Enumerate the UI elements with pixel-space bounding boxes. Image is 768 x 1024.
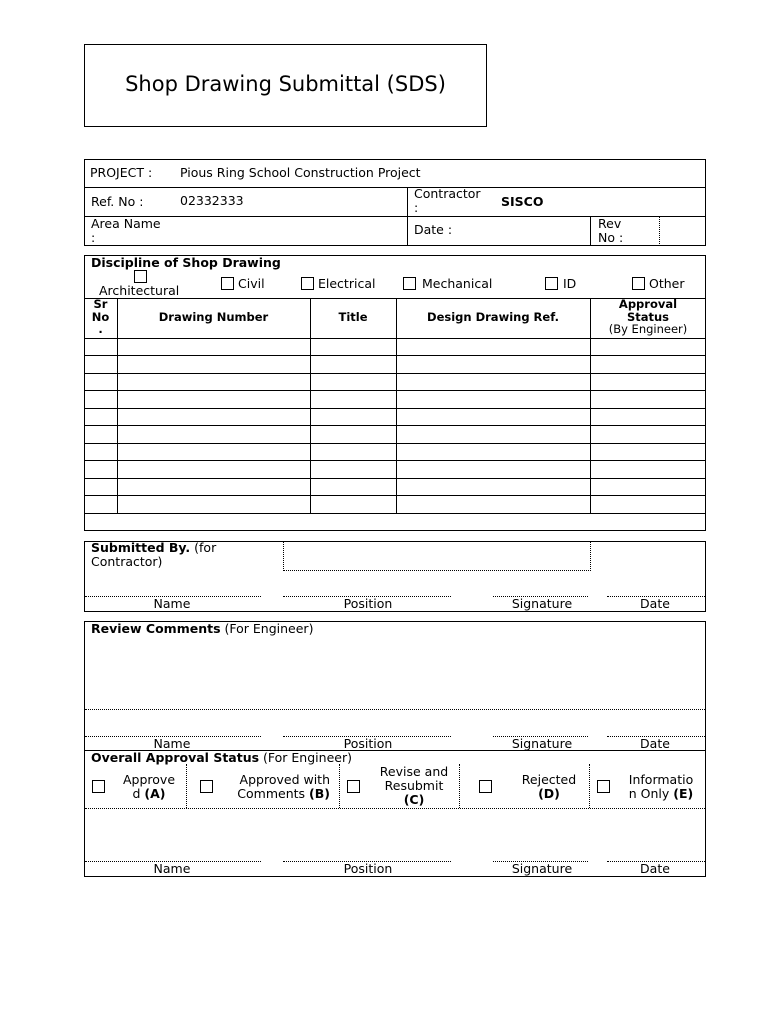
rev-label: Rev: [598, 216, 622, 231]
header-by-engineer: (By Engineer): [608, 322, 688, 336]
header-sr: Sr: [93, 297, 108, 311]
status-a-line2: d (A): [132, 786, 166, 801]
date-label: Date :: [414, 222, 453, 237]
submitted-label: Submitted By. (for: [91, 540, 217, 555]
checkbox-other[interactable]: [632, 277, 645, 290]
status-c-line1: Revise and: [379, 764, 449, 779]
status-b-line2: Comments (B): [237, 786, 330, 801]
status-a-line1: Approve: [122, 772, 176, 787]
status-d-line1: Rejected: [521, 772, 577, 787]
checkbox-architectural[interactable]: [134, 270, 147, 283]
header-status: Status: [626, 310, 670, 324]
area-label: Area Name: [91, 216, 161, 231]
contractor-label-colon: :: [414, 200, 419, 215]
checkbox-id[interactable]: [545, 277, 558, 290]
review-label: Review Comments (For Engineer): [91, 621, 314, 636]
checkbox-approved-with-comments[interactable]: [200, 780, 213, 793]
contractor-label: Contractor: [414, 186, 481, 201]
status-e-line1: Informatio: [628, 772, 694, 787]
sig-name-2: Name: [153, 736, 191, 751]
checkbox-civil[interactable]: [221, 277, 234, 290]
contractor-value: SISCO: [501, 194, 544, 209]
checkbox-information-only[interactable]: [597, 780, 610, 793]
header-sr-no: No: [91, 310, 110, 324]
header-title: Title: [338, 310, 368, 324]
status-c-line2: Resubmit: [384, 778, 444, 793]
header-drawing-number: Drawing Number: [158, 310, 269, 324]
ref-value: 02332333: [180, 193, 244, 208]
checkbox-revise-resubmit[interactable]: [347, 780, 360, 793]
sig-date-1: Date: [640, 596, 670, 611]
header-sr-dot: .: [98, 322, 103, 336]
area-label-colon: :: [91, 230, 96, 245]
project-value: Pious Ring School Construction Project: [180, 165, 421, 180]
option-architectural: Architectural: [99, 283, 180, 298]
status-d-code: (D): [538, 786, 560, 801]
overall-label: Overall Approval Status (For Engineer): [91, 750, 352, 765]
ref-label: Ref. No :: [91, 194, 144, 209]
rev-label-no: No :: [598, 230, 624, 245]
checkbox-electrical[interactable]: [301, 277, 314, 290]
checkbox-mechanical[interactable]: [403, 277, 416, 290]
option-mechanical: Mechanical: [422, 276, 493, 291]
sig-date-2: Date: [640, 736, 670, 751]
discipline-title: Discipline of Shop Drawing: [91, 255, 281, 270]
sig-signature-1: Signature: [511, 596, 573, 611]
header-design-ref: Design Drawing Ref.: [427, 310, 559, 324]
sig-signature-3: Signature: [511, 861, 573, 876]
sig-date-3: Date: [640, 861, 670, 876]
option-electrical: Electrical: [318, 276, 376, 291]
header-approval: Approval: [618, 297, 678, 311]
option-civil: Civil: [238, 276, 265, 291]
sig-position-3: Position: [343, 861, 393, 876]
checkbox-approved[interactable]: [92, 780, 105, 793]
submitted-label-contractor: Contractor): [91, 554, 163, 569]
project-label: PROJECT :: [90, 165, 153, 180]
status-b-line1: Approved with: [239, 772, 330, 787]
option-id: ID: [563, 276, 577, 291]
sig-position-2: Position: [343, 736, 393, 751]
sig-name-1: Name: [153, 596, 191, 611]
option-other: Other: [649, 276, 685, 291]
status-c-code: (C): [403, 792, 425, 807]
sig-signature-2: Signature: [511, 736, 573, 751]
checkbox-rejected[interactable]: [479, 780, 492, 793]
sig-name-3: Name: [153, 861, 191, 876]
page-title: Shop Drawing Submittal (SDS): [125, 72, 446, 96]
status-e-line2: n Only (E): [628, 786, 694, 801]
sig-position-1: Position: [343, 596, 393, 611]
